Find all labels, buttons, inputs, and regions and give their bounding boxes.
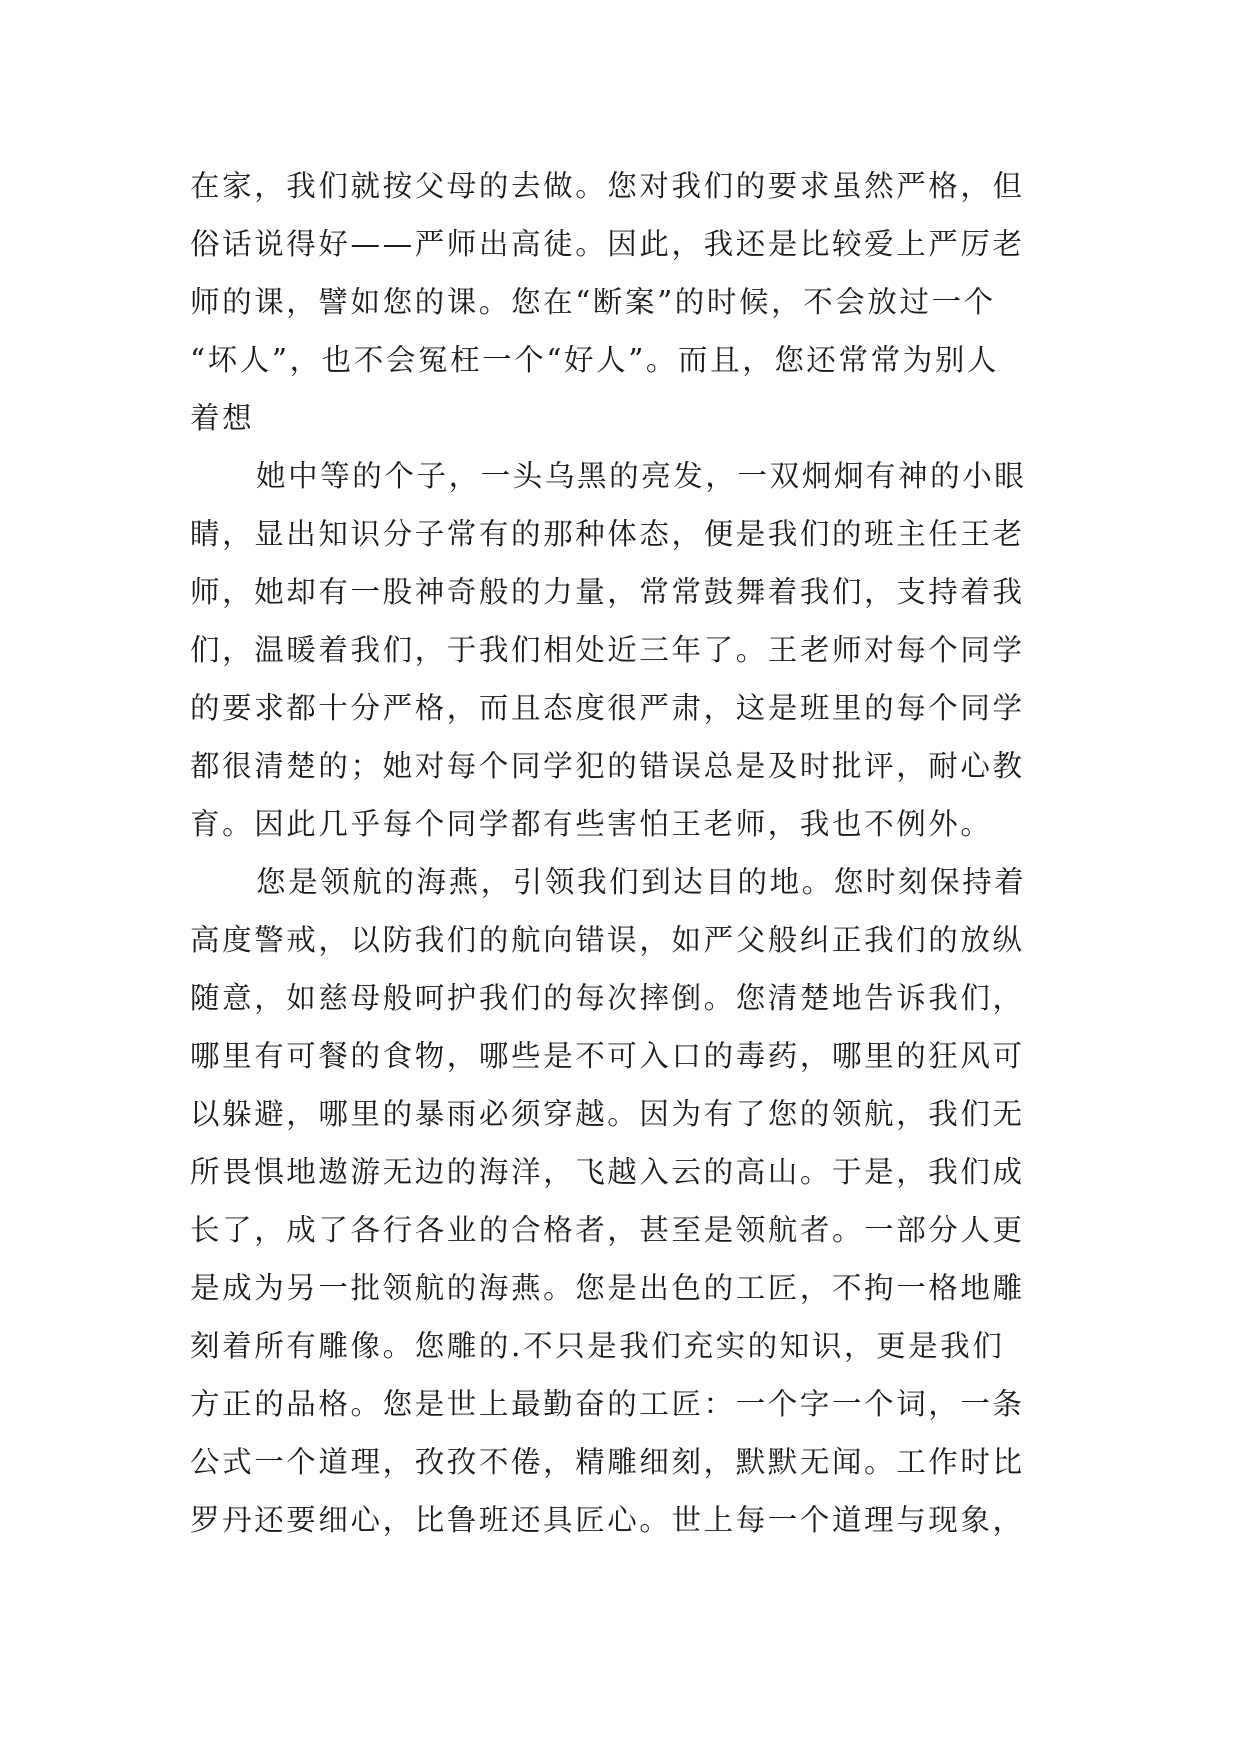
- text-line: 们，温暖着我们，于我们相处近三年了。王老师对每个同学: [190, 633, 1025, 667]
- text-line: 随意，如慈母般呵护我们的每次摔倒。您清楚地告诉我们，: [190, 981, 1025, 1015]
- text-line: 以躲避，哪里的暴雨必须穿越。因为有了您的领航，我们无: [190, 1097, 1025, 1131]
- text-line: 俗话说得好——严师出高徒。因此，我还是比较爱上严厉老: [190, 227, 1025, 261]
- paragraph-first-line: 您是领航的海燕，引领我们到达目的地。您时刻保持着: [256, 865, 1027, 899]
- text-line: 高度警戒，以防我们的航向错误，如严父般纠正我们的放纵: [190, 923, 1025, 957]
- body-text: [190, 157, 1060, 1549]
- text-line: 公式一个道理，孜孜不倦，精雕细刻，默默无闻。工作时比: [190, 1445, 1025, 1479]
- text-line: 哪里有可餐的食物，哪些是不可入口的毒药，哪里的狂风可: [190, 1039, 1025, 1073]
- text-line: 师的课，譬如您的课。您在“断案”的时候，不会放过一个: [190, 285, 996, 319]
- text-line: 方正的品格。您是世上最勤奋的工匠：一个字一个词，一条: [190, 1387, 1025, 1421]
- paragraph-first-line: 她中等的个子，一头乌黑的亮发，一双炯炯有神的小眼: [256, 459, 1027, 493]
- text-line: 刻着所有雕像。您雕的.不只是我们充实的知识，更是我们: [190, 1329, 1005, 1363]
- text-line: 师，她却有一股神奇般的力量，常常鼓舞着我们，支持着我: [190, 575, 1025, 609]
- text-line: 睛，显出知识分子常有的那种体态，便是我们的班主任王老: [190, 517, 1025, 551]
- text-line: 长了，成了各行各业的合格者，甚至是领航者。一部分人更: [190, 1213, 1025, 1247]
- text-line: “坏人”，也不会冤枉一个“好人”。而且，您还常常为别人: [190, 343, 1000, 377]
- text-line: 育。因此几乎每个同学都有些害怕王老师，我也不例外。: [190, 807, 993, 841]
- text-line: 是成为另一批领航的海燕。您是出色的工匠，不拘一格地雕: [190, 1271, 1025, 1305]
- text-line: 都很清楚的；她对每个同学犯的错误总是及时批评，耐心教: [190, 749, 1025, 783]
- text-line: 所畏惧地遨游无边的海洋，飞越入云的高山。于是，我们成: [190, 1155, 1025, 1189]
- text-line: 的要求都十分严格，而且态度很严肃，这是班里的每个同学: [190, 691, 1025, 725]
- text-line: 在家，我们就按父母的去做。您对我们的要求虽然严格，但: [190, 169, 1025, 203]
- text-line: 罗丹还要细心，比鲁班还具匠心。世上每一个道理与现象，: [190, 1503, 1025, 1537]
- text-line: 着想: [190, 401, 255, 435]
